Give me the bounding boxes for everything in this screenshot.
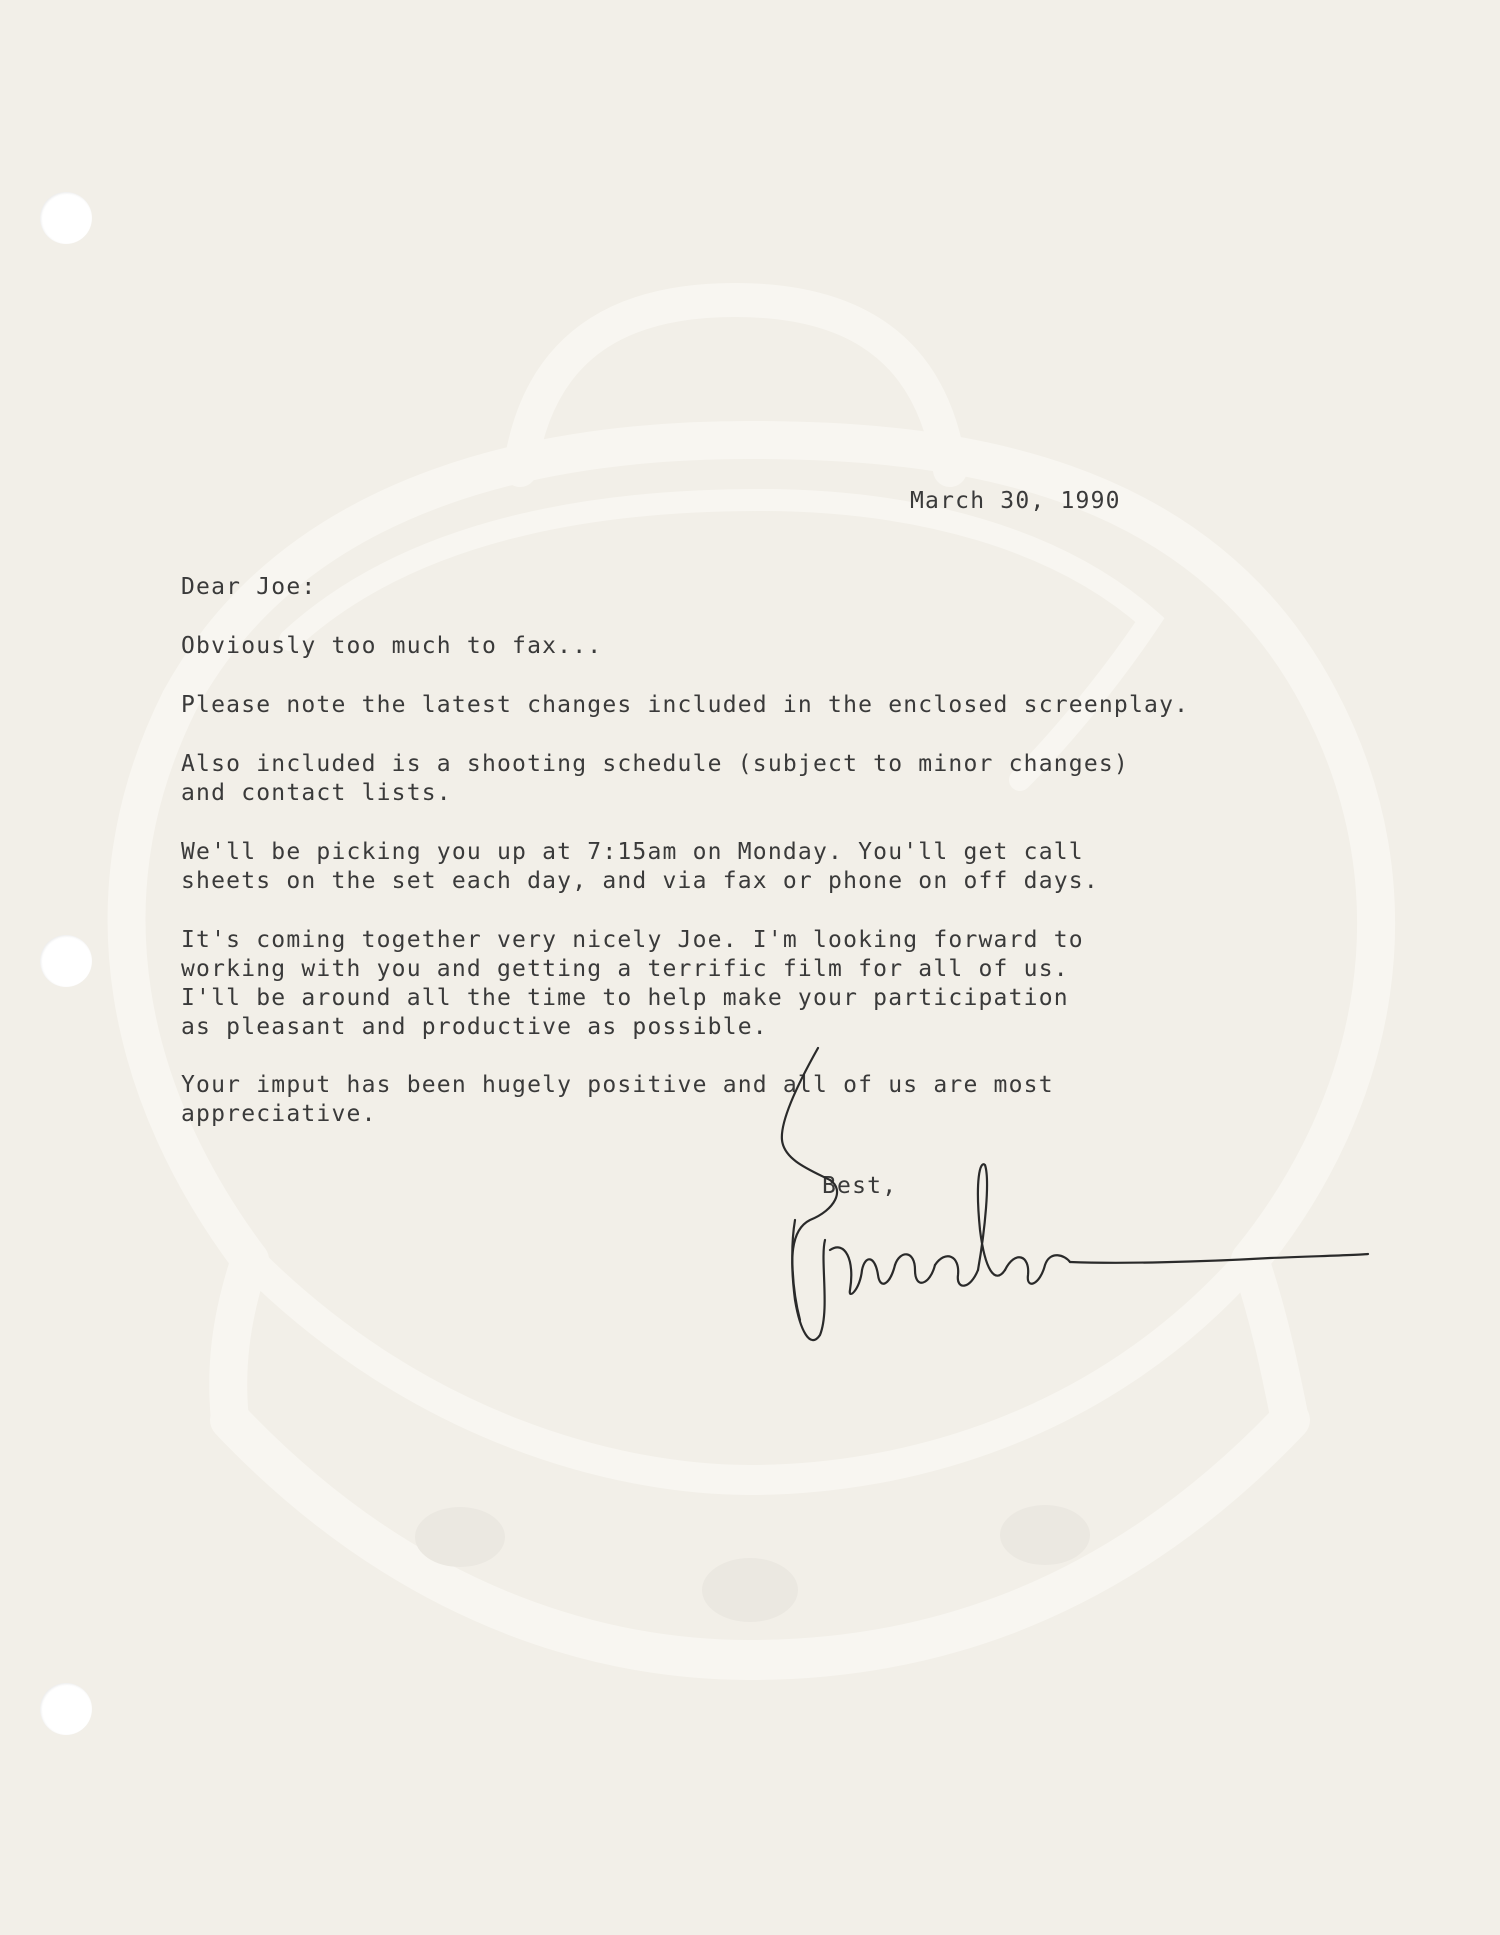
- letter-paragraph-6: Your imput has been hugely positive and all of us are most appreciative.: [181, 1072, 1054, 1127]
- letter-paragraph-3: Also included is a shooting schedule (subject to minor changes) and contact lists.: [181, 751, 1129, 806]
- letter-paragraph-2: Please note the latest changes included in the enclosed screenplay.: [181, 692, 1190, 718]
- punch-hole-top: [40, 192, 92, 244]
- letter-date: March 30, 1990: [910, 488, 1121, 514]
- punch-hole-bottom: [40, 1683, 92, 1735]
- punch-hole-middle: [40, 935, 92, 987]
- letter-salutation: Dear Joe:: [181, 574, 317, 600]
- letter-closing: Best,: [822, 1173, 898, 1199]
- letter-paragraph-4: We'll be picking you up at 7:15am on Monday. You'll get call sheets on the set each day, and via fax or phone on off days.: [181, 839, 1099, 894]
- letter-paragraph-1: Obviously too much to fax...: [181, 633, 603, 659]
- letter-paragraph-5: It's coming together very nicely Joe. I'm looking forward to working with you and getting a terrific film for all of us. I'll be around all the time to help make your participation as pleasant and productive as possible.: [181, 927, 1084, 1040]
